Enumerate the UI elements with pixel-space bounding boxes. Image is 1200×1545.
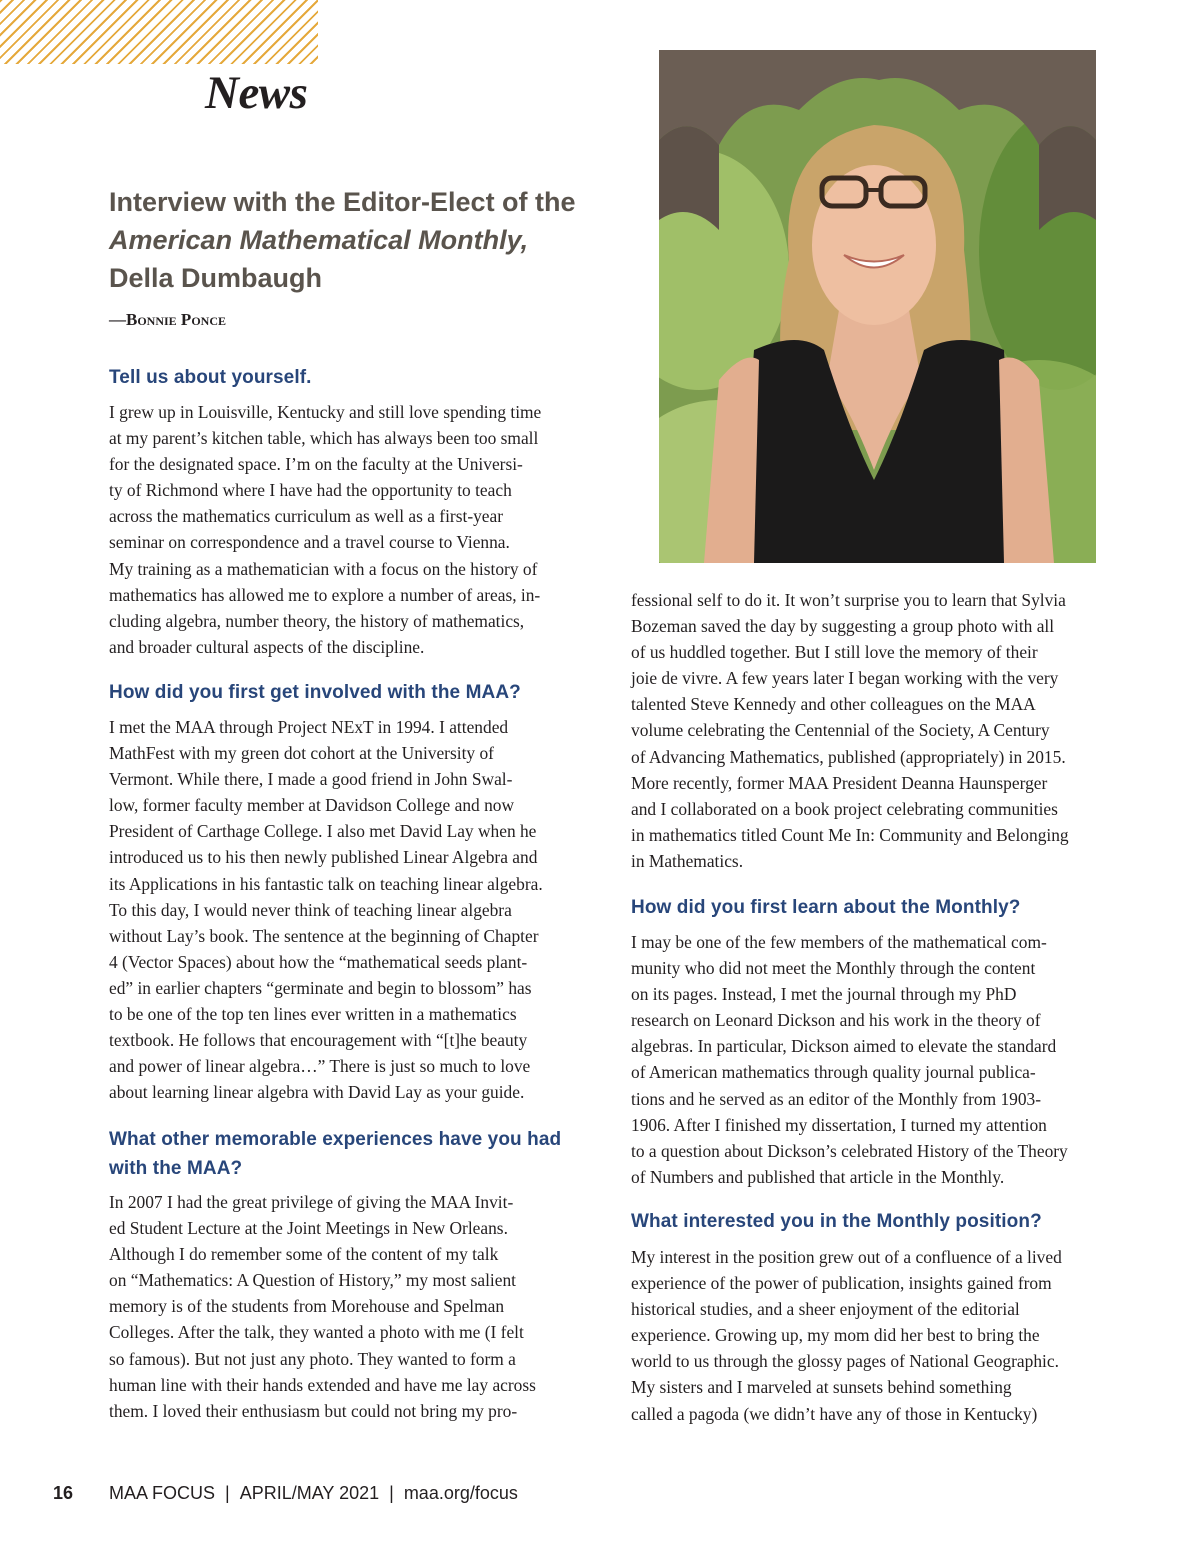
question-heading: What interested you in the Monthly position? — [631, 1211, 1042, 1232]
text-line: ed” in earlier chapters “germinate and begin to blossom” has — [109, 977, 532, 998]
text-line: at my parent’s kitchen table, which has always been too small — [109, 428, 539, 449]
text-line: for the designated space. I’m on the faculty at the Universi- — [109, 454, 523, 475]
text-line: My sisters and I marveled at sunsets behind something — [631, 1377, 1012, 1398]
text-line: President of Carthage College. I also met David Lay when he — [109, 821, 537, 842]
text-line: talented Steve Kennedy and other colleagues on the MAA — [631, 694, 1036, 715]
text-line: without Lay’s book. The sentence at the beginning of Chapter — [109, 925, 539, 946]
text-line: experience of the power of publication, insights gained from — [631, 1273, 1052, 1294]
text-line: called a pagoda (we didn’t have any of those in Kentucky) — [631, 1403, 1038, 1424]
text-line: munity who did not meet the Monthly through the content — [631, 958, 1036, 979]
text-line: volume celebrating the Centennial of the Society, A Century — [631, 720, 1050, 741]
separator: | — [389, 1483, 394, 1503]
question-heading — [109, 1127, 609, 1182]
text-line: on “Mathematics: A Question of History,” my most salient — [109, 1270, 517, 1291]
article-title — [109, 183, 629, 297]
byline: —Bonnie Ponce — [109, 310, 226, 329]
text-line: To this day, I would never think of teaching linear algebra — [109, 899, 512, 920]
heading-line: with the MAA? — [109, 1158, 243, 1179]
portrait-photo — [659, 50, 1096, 563]
section-label: News — [205, 67, 308, 119]
text-line: of Numbers and published that article in the Monthly. — [631, 1166, 1005, 1187]
text-line: low, former faculty member at Davidson College and now — [109, 795, 515, 816]
text-line: about learning linear algebra with David Lay as your guide. — [109, 1082, 525, 1103]
text-line: so famous). But not just any photo. They wanted to form a — [109, 1348, 516, 1369]
text-line: MathFest with my green dot cohort at the University of — [109, 743, 494, 764]
title-line-2: American Mathematical Monthly, — [109, 225, 529, 255]
text-line: 1906. After I finished my dissertation, I turned my attention — [631, 1114, 1047, 1135]
text-line: them. I loved their enthusiasm but could not bring my pro- — [109, 1400, 518, 1421]
separator: | — [225, 1483, 230, 1503]
text-line: memory is of the students from Morehouse and Spelman — [109, 1296, 505, 1317]
text-line: on its pages. Instead, I met the journal through my PhD — [631, 984, 1017, 1005]
text-line: in Mathematics. — [631, 850, 744, 871]
heading-line: What other memorable experiences have you had — [109, 1129, 562, 1150]
text-line: More recently, former MAA President Deanna Haunsperger — [631, 772, 1048, 793]
text-line: My training as a mathematician with a focus on the history of — [109, 558, 538, 579]
title-line-1: Interview with the Editor-Elect of the — [109, 187, 576, 217]
text-line: ed Student Lecture at the Joint Meetings in New Orleans. — [109, 1218, 508, 1239]
text-line: and I collaborated on a book project celebrating communities — [631, 798, 1058, 819]
text-line: cluding algebra, number theory, the history of mathematics, — [109, 610, 525, 631]
text-line: I met the MAA through Project NExT in 1994. I attended — [109, 717, 509, 737]
title-line-3: Della Dumbaugh — [109, 263, 323, 293]
text-line: of Advancing Mathematics, published (appropriately) in 2015. — [631, 746, 1066, 767]
answer-paragraph — [109, 1189, 609, 1424]
text-line: Vermont. While there, I made a good friend in John Swal- — [109, 769, 513, 790]
text-line: fessional self to do it. It won’t surprise you to learn that Sylvia — [631, 590, 1066, 610]
text-line: Bozeman saved the day by suggesting a group photo with all — [631, 616, 1055, 637]
text-line: of American mathematics through quality journal publica- — [631, 1062, 1036, 1083]
answer-paragraph — [109, 714, 609, 1105]
text-line: and power of linear algebra…” There is just so much to love — [109, 1056, 531, 1077]
text-line: human line with their hands extended and have me lay across — [109, 1374, 536, 1395]
text-line: introduced us to his then newly published Linear Algebra and — [109, 847, 538, 868]
text-line: textbook. He follows that encouragement with “[t]he beauty — [109, 1030, 528, 1051]
answer-paragraph — [109, 399, 609, 660]
question-heading: Tell us about yourself. — [109, 367, 312, 388]
text-line: and broader cultural aspects of the discipline. — [109, 636, 425, 657]
text-line: historical studies, and a sheer enjoyment of the editorial — [631, 1299, 1020, 1320]
text-line: in mathematics titled Count Me In: Community and Belonging — [631, 824, 1069, 845]
publication-name: MAA FOCUS — [109, 1483, 216, 1503]
text-line: In 2007 I had the great privilege of giving the MAA Invit- — [109, 1192, 514, 1212]
text-line: mathematics has allowed me to explore a number of areas, in- — [109, 584, 541, 605]
text-line: to be one of the top ten lines ever written in a mathematics — [109, 1004, 517, 1025]
text-line: world to us through the glossy pages of National Geographic. — [631, 1351, 1059, 1372]
answer-paragraph — [631, 1244, 1131, 1427]
text-line: to a question about Dickson’s celebrated History of the Theory — [631, 1140, 1068, 1161]
page-number: 16 — [53, 1483, 74, 1503]
decorative-stripes — [0, 0, 318, 64]
text-line: seminar on correspondence and a travel course to Vienna. — [109, 532, 510, 553]
page-footer — [53, 1483, 518, 1504]
text-line: algebras. In particular, Dickson aimed to elevate the standard — [631, 1036, 1057, 1057]
text-line: Colleges. After the talk, they wanted a photo with me (I felt — [109, 1322, 524, 1343]
text-line: Although I do remember some of the content of my talk — [109, 1244, 499, 1265]
text-line: across the mathematics curriculum as well as a first-year — [109, 506, 504, 527]
answer-paragraph — [631, 929, 1131, 1190]
text-line: joie de vivre. A few years later I began working with the very — [631, 668, 1059, 689]
footer-url: maa.org/focus — [403, 1483, 518, 1503]
text-line: research on Leonard Dickson and his work in the theory of — [631, 1010, 1041, 1031]
text-line: I may be one of the few members of the mathematical com- — [631, 932, 1047, 952]
text-line: ty of Richmond where I have had the opportunity to teach — [109, 480, 512, 501]
question-heading: How did you first learn about the Monthly? — [631, 897, 1021, 918]
text-line: of us huddled together. But I still love the memory of their — [631, 642, 1038, 663]
text-line: I grew up in Louisville, Kentucky and still love spending time — [109, 402, 542, 422]
issue-date: APRIL/MAY 2021 — [239, 1483, 380, 1503]
text-line: experience. Growing up, my mom did her best to bring the — [631, 1325, 1040, 1346]
question-heading: How did you first get involved with the MAA? — [109, 682, 521, 703]
text-line: My interest in the position grew out of a confluence of a lived — [631, 1247, 1062, 1267]
answer-paragraph-continued — [631, 587, 1131, 874]
text-line: its Applications in his fantastic talk on teaching linear algebra. — [109, 873, 543, 894]
text-line: 4 (Vector Spaces) about how the “mathematical seeds plant- — [109, 951, 528, 972]
text-line: tions and he served as an editor of the Monthly from 1903- — [631, 1088, 1042, 1109]
